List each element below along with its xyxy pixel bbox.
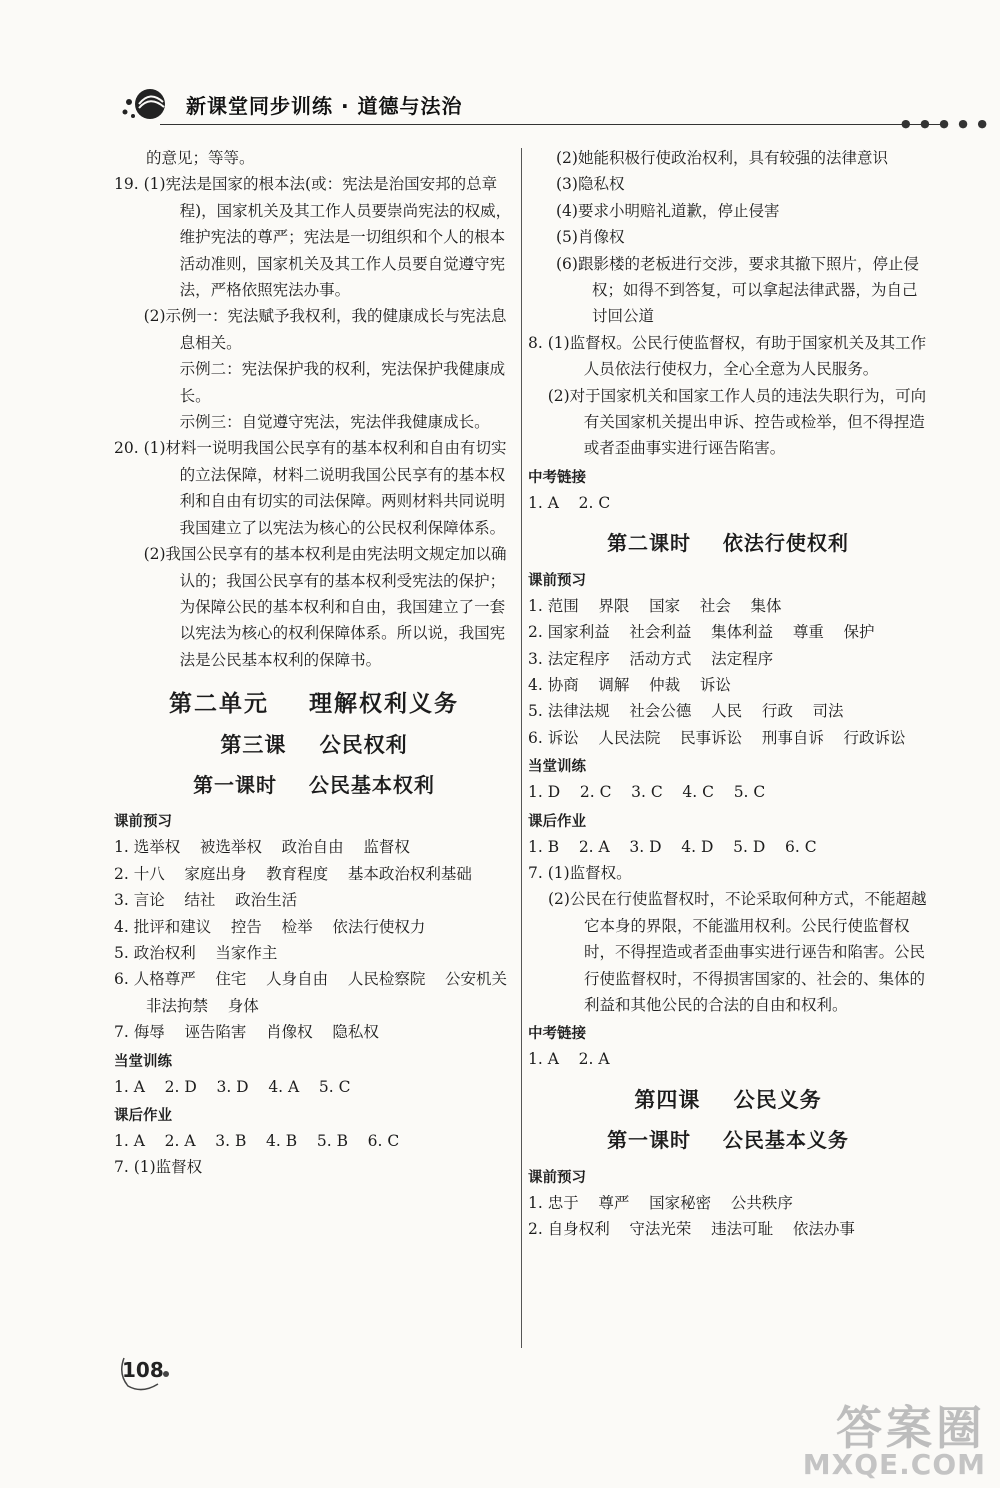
page-header	[120, 84, 990, 130]
answer-line: 7. (1)监督权。	[528, 863, 632, 882]
class-heading: 第一课时 公民基本权利	[193, 772, 435, 797]
list-item: 2. 十八 家庭出身 教育程度 基本政治权利基础	[114, 864, 472, 883]
answer-part: (2)示例一：宪法赋予我权利，我的健康成长与宪法息息相关。	[143, 307, 507, 352]
answer-line: 1. A 2. C	[528, 493, 611, 512]
answer-line: 1. D 2. C 3. C 4. C 5. C	[528, 783, 766, 802]
header-dots: ● ● ● ● ●	[901, 117, 990, 130]
list-item: 4. 协商 调解 仲裁 诉讼	[528, 675, 731, 694]
list-item: 1. 范围 界限 国家 社会 集体	[528, 596, 782, 615]
answer-part: (1)材料一说明我国公民享有的基本权利和自由有切实的立法保障，材料二说明我国公民享有的基本权利和自由有切实的司法保障。两则材料共同说明我国建立了以宪法为核心的公民权利保障体系。	[143, 439, 507, 537]
question-number: 19.	[114, 175, 144, 194]
list-item: 2. 自身权利 守法光荣 违法可耻 依法办事	[528, 1220, 855, 1238]
header-title: 新课堂同步训练 · 道德与法治	[186, 94, 463, 118]
watermark	[696, 1392, 996, 1484]
unit-heading: 第二单元 理解权利义务	[168, 691, 460, 718]
answer-part: (2)对于国家机关和国家工作人员的违法失职行为，可向有关国家机关提出申诉、控告或检举，但不得捏造或者歪曲事实进行诬告陷害。	[547, 386, 927, 458]
section-label: 当堂训练	[114, 1053, 172, 1070]
list-item: 3. 法定程序 活动方式 法定程序	[528, 649, 774, 668]
section-label: 中考链接	[528, 469, 586, 486]
answer-part: (2)公民在行使监督权时，不论采取何种方式，不能超越它本身的界限，不能滥用权利。公民行使监督权时，不得捏造或者歪曲事实进行诬告和陷害。公民行使监督权时，不得损害国家的、社会的、集体的利益和其他公民的合法的自由和权利。	[548, 890, 927, 1014]
section-label: 当堂训练	[528, 759, 586, 776]
list-item: 6. 人格尊严 住宅 人身自由 人民检察院 公安机关 非法拘禁 身体	[114, 970, 527, 1015]
class-heading: 第二课时 依法行使权利	[607, 531, 849, 556]
answer-part: (3)隐私权	[556, 175, 625, 194]
answer-part: (2)我国公民享有的基本权利是由宪法明文规定加以确认的；我国公民享有的基本权利受宪法的保护；为保障公民的基本权利和自由，我国建立了一套以宪法为核心的权利保障体系。所以说，我国宪法是公民基本权利的保障书。	[143, 545, 507, 669]
question-20	[114, 435, 514, 673]
class-heading: 第一课时 公民基本义务	[607, 1128, 849, 1153]
list-item: 5. 法律法规 社会公德 人民 行政 司法	[528, 702, 844, 721]
book-logo-icon	[120, 84, 172, 124]
page-number-text: 108	[122, 1358, 164, 1382]
list-item: 7. 侮辱 诬告陷害 肖像权 隐私权	[114, 1023, 379, 1042]
right-column	[528, 145, 928, 1242]
question-number: 8.	[528, 333, 548, 352]
watermark-logo: 答案圈	[836, 1401, 986, 1455]
answer-part: (1)监督权。公民行使监督权，有助于国家机关及其工作人员依法行使权力，全心全意为人民服务。	[547, 333, 927, 379]
answer-part: 示例二：宪法保护我的权利，宪法保护我健康成长。	[179, 360, 506, 405]
column-divider	[521, 148, 522, 1348]
list-item: 5. 政治权利 当家作主	[114, 943, 278, 962]
answer-part: (6)跟影楼的老板进行交涉，要求其撤下照片，停止侵权；如得不到答复，可以拿起法律武器，为自己讨回公道	[556, 254, 919, 326]
answer-part: (4)要求小明赔礼道歉，停止侵害	[556, 201, 780, 220]
section-label: 课前预习	[528, 1169, 586, 1186]
answer-part: (1)宪法是国家的根本法(或：宪法是治国安邦的总章程)，国家机关及其工作人员要崇尚宪法的权威，维护宪法的尊严；宪法是一切组织和个人的根本活动准则，国家机关及其工作人员要自觉遵守宪法，严格依照宪法办事。	[143, 175, 512, 300]
list-item: 4. 批评和建议 控告 检举 依法行使权力	[114, 917, 426, 936]
answer-line: 1. A 2. D 3. D 4. A 5. C	[114, 1077, 351, 1096]
header-rule	[160, 124, 940, 125]
list-item: 2. 国家利益 社会利益 集体利益 尊重 保护	[528, 623, 875, 642]
section-label: 课前预习	[114, 814, 172, 831]
answer-line: 1. A 2. A	[528, 1050, 610, 1069]
question-number: 20.	[114, 439, 144, 458]
answer-part: 示例三：自觉遵守宪法，宪法伴我健康成长。	[179, 413, 490, 432]
list-item: 3. 言论 结社 政治生活	[114, 891, 298, 910]
page-number	[118, 1352, 174, 1392]
section-label: 课后作业	[528, 813, 586, 830]
answer-part: (5)肖像权	[556, 228, 625, 247]
answer-line: 7. (1)监督权	[114, 1158, 203, 1177]
question-19	[114, 171, 514, 435]
watermark-url: MXQE.COM	[802, 1448, 986, 1481]
lesson-heading: 第四课 公民义务	[634, 1087, 822, 1112]
list-item: 1. 选举权 被选举权 政治自由 监督权	[114, 838, 410, 857]
list-item: 1. 忠于 尊严 国家秘密 公共秩序	[528, 1193, 793, 1212]
answer-part: (2)她能积极行使政治权利，具有较强的法律意识	[556, 149, 888, 167]
continued-text: 的意见；等等。	[146, 149, 255, 167]
section-label: 中考链接	[528, 1026, 586, 1043]
answer-line: 1. A 2. A 3. B 4. B 5. B 6. C	[114, 1132, 400, 1150]
question-8	[528, 330, 928, 462]
section-label: 课前预习	[528, 572, 586, 589]
answer-line: 1. B 2. A 3. D 4. D 5. D 6. C	[528, 837, 817, 856]
lesson-heading: 第三课 公民权利	[220, 732, 408, 757]
list-item: 6. 诉讼 人民法院 民事诉讼 刑事自诉 行政诉讼	[528, 728, 906, 747]
left-column	[114, 145, 527, 1181]
section-label: 课后作业	[114, 1108, 172, 1124]
